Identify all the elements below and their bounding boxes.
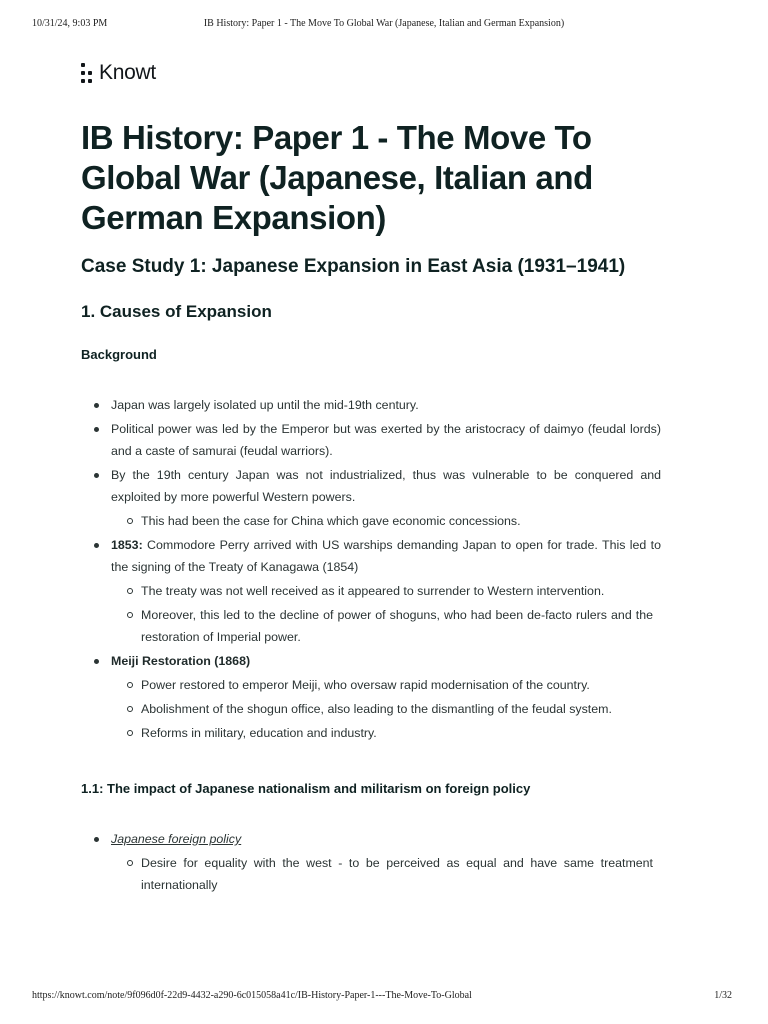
case-study-heading: Case Study 1: Japanese Expansion in East Asia (1931–1941): [81, 256, 626, 277]
sub-list: [111, 852, 661, 896]
sub-list-item: Abolishment of the shogun office, also leading to the dismantling of the feudal system.: [111, 698, 653, 720]
background-list: [81, 394, 661, 744]
sub-list: [111, 580, 661, 648]
foreign-policy-list: [81, 828, 661, 896]
print-header: [32, 18, 736, 32]
list-item: By the 19th century Japan was not industrialized, thus was vulnerable to be conquered and exploited by more powerful Western powers. This had been the case for China which gave economic concessions.: [81, 464, 661, 532]
list-item: Political power was led by the Emperor but was exerted by the aristocracy of daimyo (feudal lords) and a caste of samurai (feudal warriors).: [81, 418, 661, 462]
sub-list-item: This had been the case for China which gave economic concessions.: [111, 510, 653, 532]
sub-list: [111, 674, 661, 744]
list-item: 1853: Commodore Perry arrived with US warships demanding Japan to open for trade. This led to the signing of the Treaty of Kanagawa (1854) The treaty was not well received as it appeared to surrender to Western intervention. Moreover, this led to the decline of power of shoguns, who had been de-facto rulers and the restoration of Imperial power.: [81, 534, 661, 648]
list-item: Meiji Restoration (1868) Power restored to emperor Meiji, who oversaw rapid modernisation of the country. Abolishment of the shogun office, also leading to the dismantling of the feudal system. Reforms in military, education and industry.: [81, 650, 661, 744]
subsection-heading: 1.1: The impact of Japanese nationalism and militarism on foreign policy: [81, 781, 531, 796]
note-content: [81, 58, 661, 898]
background-heading: Background: [81, 347, 157, 362]
sub-list-item: Moreover, this led to the decline of power of shoguns, who had been de-facto rulers and the restoration of Imperial power.: [111, 604, 653, 648]
foreign-policy-link[interactable]: Japanese foreign policy: [111, 832, 242, 846]
sub-list-item: Power restored to emperor Meiji, who oversaw rapid modernisation of the country.: [111, 674, 653, 696]
list-item: Japan was largely isolated up until the mid-19th century.: [81, 394, 661, 416]
sub-list: [111, 510, 661, 532]
page-number: 1/32: [714, 990, 732, 1001]
knowt-logo-icon: [81, 62, 93, 84]
print-datetime: 10/31/24, 9:03 PM: [32, 18, 108, 29]
sub-list-item: Reforms in military, education and industry.: [111, 722, 653, 744]
print-url: https://knowt.com/note/9f096d0f-22d9-4432-a290-6c015058a41c/IB-History-Paper-1---The-Move-To-Global: [32, 990, 472, 1001]
print-page-title: IB History: Paper 1 - The Move To Global War (Japanese, Italian and German Expansion): [203, 18, 565, 29]
logo-text: Knowt: [99, 61, 156, 84]
section-heading: 1. Causes of Expansion: [81, 302, 272, 321]
list-item: [81, 828, 661, 896]
sub-list-item: Desire for equality with the west - to be perceived as equal and have same treatment internationally: [111, 852, 653, 896]
document-title: IB History: Paper 1 - The Move To Global War (Japanese, Italian and German Expansion): [81, 119, 593, 236]
knowt-logo[interactable]: [81, 58, 661, 88]
print-footer: [32, 990, 736, 1004]
sub-list-item: The treaty was not well received as it appeared to surrender to Western intervention.: [111, 580, 653, 602]
